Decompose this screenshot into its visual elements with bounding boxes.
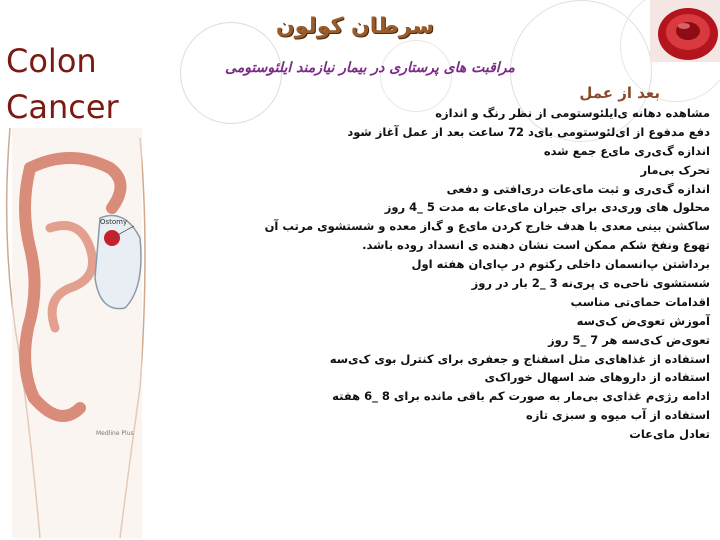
illustration-credit: Medline Plus — [96, 430, 134, 437]
side-title-line2: Cancer — [6, 88, 119, 124]
list-item: ادامه رژی‌م غذای‌ی بی‌مار به صورت کم باقی مانده برای 8 _6 هفته — [332, 389, 710, 404]
list-item: استفاده از داروهای ضد اسهال خوراک‌ی — [484, 370, 710, 385]
list-item: برداشتن پ‌انسمان داخلی رکتوم در پ‌ای‌ان هفته اول — [411, 257, 710, 272]
list-item: تحرک بی‌مار — [640, 162, 710, 177]
list-item: اقدامات حمای‌تی مناسب — [570, 294, 710, 309]
list-item: آموزش تعوی‌ض ک‌ی‌سه — [576, 313, 710, 328]
list-item: اندازه گ‌ی‌ری و ثبت ما‌ی‌عات دری‌افتی و دفعی — [446, 181, 710, 196]
side-title-line1: Colon — [6, 42, 97, 80]
slide-side-title — [6, 38, 156, 124]
list-item: ساکشن بینی معدی با هدف خارج کردن ما‌ی‌ع و گ‌از معده و شستشوی مرتب آن — [264, 219, 710, 234]
list-item: استفاده از آب میوه و سبزی تازه — [525, 408, 710, 423]
list-item: تعوی‌ض ک‌ی‌سه هر 7 _5 روز — [548, 332, 710, 347]
stoma-photo — [650, 0, 720, 62]
list-item: شستشوی ناحی‌ه ی پری‌نه 3 _2 بار در روز — [471, 276, 710, 291]
list-item: محلول های وری‌دی برای جبران ما‌ی‌عات به مدت 5 _4 روز — [384, 200, 710, 215]
slide-subtitle: مراقبت های پرستاری در بیمار نیازمند ایلئوستومی — [225, 60, 515, 76]
ostomy-label: Ostomy — [100, 218, 128, 226]
list-item: استفاده از غذاهای‌ی مثل اسفناج و جعفری برای کنترل بوی ک‌ی‌سه — [329, 351, 710, 366]
list-item: تعادل ما‌ی‌عات — [629, 427, 710, 442]
list-item: مشاهده دهانه ی‌ایلئوستومی از نظر رنگ و اندازه — [435, 106, 710, 120]
care-instructions-list — [180, 104, 710, 536]
list-item: تهوع ونفخ شکم ممکن است نشان دهنده ی انسداد روده باشد. — [362, 238, 710, 253]
banner-title: سرطان کولون — [275, 14, 435, 39]
colostomy-anatomy-illustration — [0, 128, 150, 538]
list-item: دفع مدفوع از ای‌لئوستومی بای‌د 72 ساعت بعد از عمل آغاز شود — [347, 124, 710, 139]
list-item: اندازه گ‌ی‌ری ما‌ی‌ع جمع شده — [543, 143, 710, 158]
section-heading: بعد از عمل — [579, 84, 660, 102]
